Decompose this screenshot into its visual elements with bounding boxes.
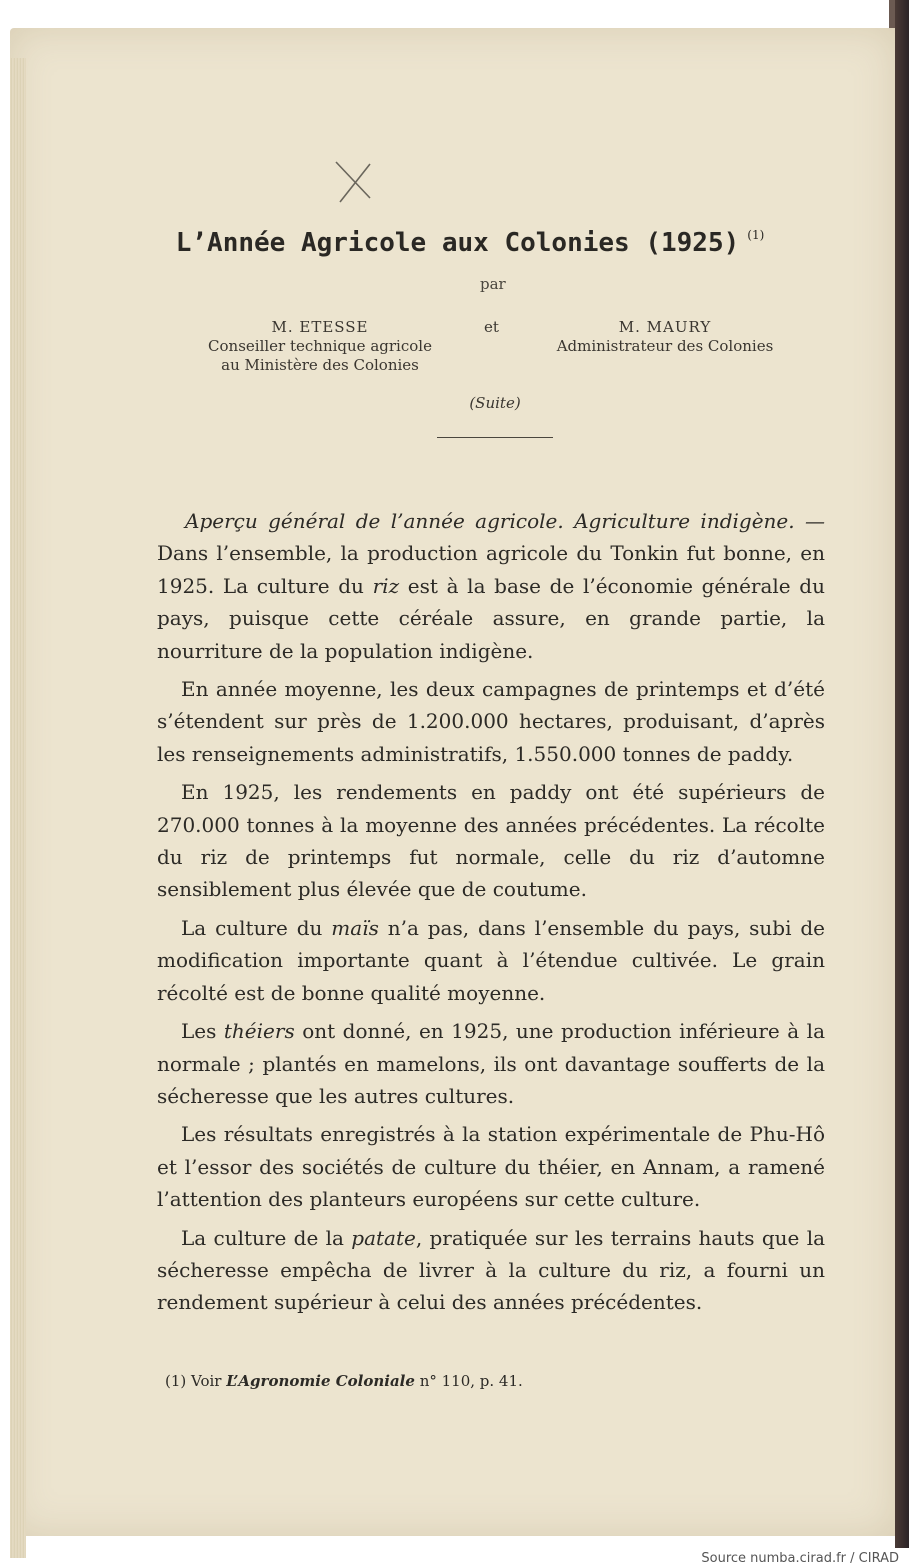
author-name: M. ETESSE: [271, 318, 369, 336]
paragraph: La culture de la patate, pratiquée sur les terrains hauts que la sécheresse empêcha de livrer à la culture du riz, a fourni un rendement supérieur à celui des années précédentes.: [157, 1225, 826, 1315]
page-stack-edge: [10, 58, 26, 1558]
article-title: [160, 228, 780, 258]
title-footnote-ref: (1): [747, 228, 765, 242]
paragraph: Aperçu général de l’année agricole. Agriculture indigène. — Dans l’ensemble, la production agricole du Tonkin fut bonne, en 1925. La culture du riz est à la base de l’économie générale du pays, puisque cette céréale assure, en grande partie, la nourriture de la population indigène.: [157, 509, 825, 663]
continued-label: (Suite): [469, 394, 521, 412]
paragraph: En 1925, les rendements en paddy ont été supérieurs de 270.000 tonnes à la moyenne des années précédentes. La récolte du riz de printemps fut normale, celle du riz d’automne sensiblement plus élevée que de coutume.: [157, 780, 825, 902]
by-label: par: [480, 275, 506, 293]
pencil-cross-mark: [330, 158, 376, 208]
author-maury: [530, 318, 800, 356]
section-heading: Aperçu général de l’année agricole. Agriculture indigène. —: [185, 509, 825, 533]
journal-title: L’Agronomie Coloniale: [226, 1372, 415, 1390]
source-credit: Source numba.cirad.fr / CIRAD: [701, 1551, 899, 1566]
author-role: Conseiller technique agricole: [208, 337, 432, 355]
author-role: Administrateur des Colonies: [556, 337, 774, 355]
paragraph: La culture du maïs n’a pas, dans l’ensemble du pays, subi de modification importante quant à l’étendue cultivée. Le grain récolté est de bonne qualité moyenne.: [157, 915, 826, 1005]
author-name: M. MAURY: [618, 318, 712, 336]
article-body: [157, 505, 825, 1325]
author-etesse: [180, 318, 460, 375]
paragraph: En année moyenne, les deux campagnes de printemps et d’été s’étendent sur près de 1.200.000 hectares, produisant, d’après les renseignements administratifs, 1.550.000 tonnes de paddy.: [157, 677, 825, 766]
author-conjunction: et: [484, 318, 499, 336]
title-text: L’Année Agricole aux Colonies (1925): [175, 228, 740, 258]
paragraph: Les théiers ont donné, en 1925, une production inférieure à la normale ; plantés en mamelons, ils ont davantage soufferts de la sécheresse que les autres cultures.: [157, 1019, 825, 1108]
book-cover-edge: [895, 0, 909, 1548]
author-role: au Ministère des Colonies: [221, 356, 419, 374]
paragraph: Les résultats enregistrés à la station expérimentale de Phu-Hô et l’essor des sociétés de culture du théier, en Annam, a ramené l’attention des planteurs européens sur cette culture.: [157, 1122, 825, 1212]
section-divider: [437, 437, 553, 438]
footnote: (1) Voir L’Agronomie Coloniale n° 110, p. 41.: [165, 1372, 523, 1390]
